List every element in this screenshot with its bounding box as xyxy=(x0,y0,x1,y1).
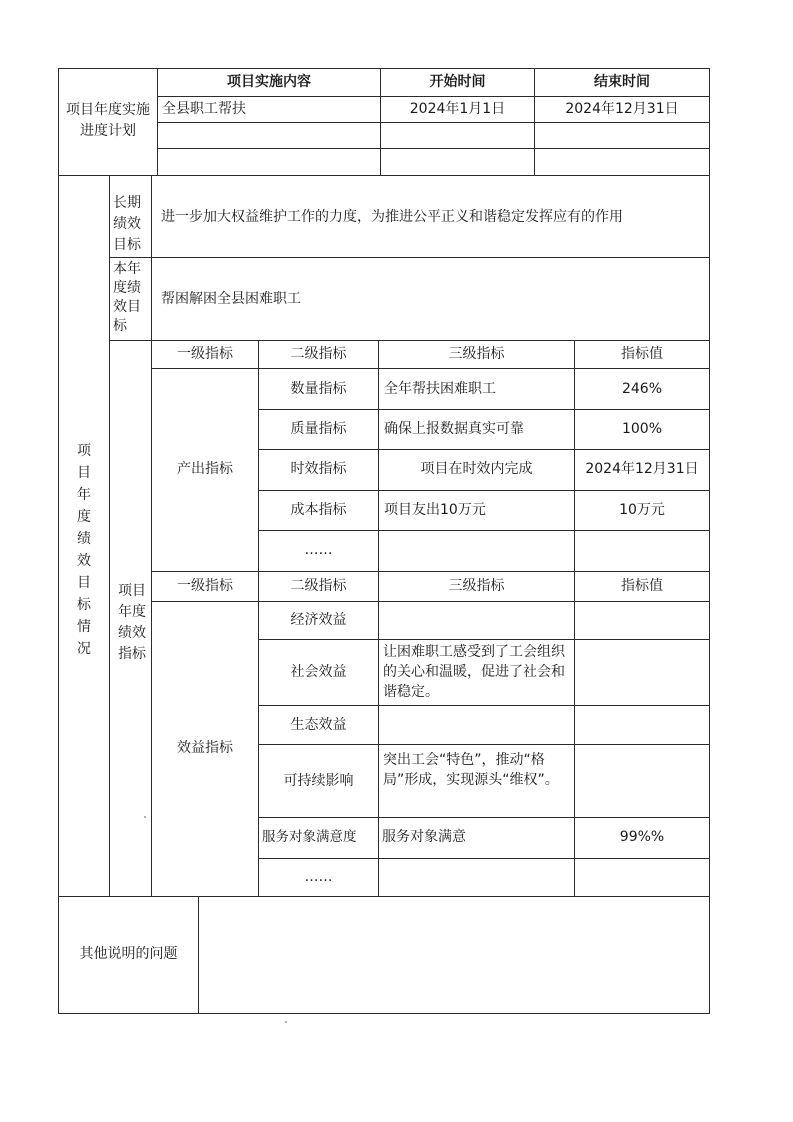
header-end-time: 结束时间 xyxy=(594,74,650,90)
output-level3: 项目在时效内完成 xyxy=(420,461,533,477)
grid-line xyxy=(157,96,709,97)
header-level1: 一级指标 xyxy=(177,578,233,594)
header-level3: 三级指标 xyxy=(448,578,505,594)
benefit-level3: 让困难职工感受到了工会组织的关心和温暖，促进了社会和谐稳定。 xyxy=(383,644,565,700)
output-level3: 全年帮扶困难职工 xyxy=(384,381,496,397)
grid-line xyxy=(258,744,709,745)
indicator-section-label: 项目年度绩效指标 xyxy=(118,583,146,662)
grid-line xyxy=(109,257,709,258)
grid-line xyxy=(58,896,709,897)
grid-line xyxy=(258,817,709,818)
header-value: 指标值 xyxy=(621,578,663,594)
grid-line xyxy=(151,571,709,572)
scan-speck xyxy=(285,1021,287,1023)
output-level2: 时效指标 xyxy=(290,461,347,477)
grid-line xyxy=(378,340,379,896)
header-level2: 二级指标 xyxy=(290,578,347,594)
annual-goal-text: 帮困解困全县困难职工 xyxy=(161,291,301,307)
grid-line xyxy=(109,340,709,341)
table-border-bottom xyxy=(58,1013,709,1014)
schedule-row-content: 全县职工帮扶 xyxy=(162,101,246,117)
benefit-level3: 突出工会“特色”，推动“格局”形成，实现源头“维权”。 xyxy=(383,752,559,788)
output-level3: 项目友出10万元 xyxy=(384,502,486,518)
benefit-level2: 经济效益 xyxy=(290,612,347,628)
output-value: 10万元 xyxy=(619,502,665,518)
grid-line xyxy=(109,175,110,896)
grid-line xyxy=(58,175,709,176)
output-value: 246% xyxy=(621,381,663,397)
table-border-left xyxy=(58,68,59,1014)
grid-line xyxy=(258,449,709,450)
benefit-level2: 可持续影响 xyxy=(283,773,354,789)
benefit-level2: 服务对象满意度 xyxy=(262,829,357,845)
benefit-level2: 社会效益 xyxy=(290,664,347,680)
grid-line xyxy=(258,858,709,859)
output-level1: 产出指标 xyxy=(177,461,233,477)
benefit-level1: 效益指标 xyxy=(177,740,233,756)
header-level1: 一级指标 xyxy=(177,346,233,362)
benefit-level3: 服务对象满意 xyxy=(382,829,466,845)
grid-line xyxy=(151,368,709,369)
schedule-section-label: 项目年度实施进度计划 xyxy=(66,102,150,139)
output-level2: 数量指标 xyxy=(290,381,347,397)
grid-line xyxy=(151,175,152,896)
grid-line xyxy=(151,601,709,602)
header-value: 指标值 xyxy=(621,346,663,362)
grid-line xyxy=(157,148,709,149)
benefit-level2: 生态效益 xyxy=(290,717,347,733)
long-term-goal-label: 长期绩效目标 xyxy=(113,195,141,253)
grid-line xyxy=(198,896,199,1013)
grid-line xyxy=(258,409,709,410)
benefit-level2-ellipsis: …… xyxy=(304,869,333,885)
header-level2: 二级指标 xyxy=(290,346,347,362)
grid-line xyxy=(258,705,709,706)
output-level3: 确保上报数据真实可靠 xyxy=(384,421,524,437)
output-level2: 质量指标 xyxy=(290,421,347,437)
grid-line xyxy=(258,639,709,640)
schedule-row-end: 2024年12月31日 xyxy=(565,101,679,117)
table-border-right xyxy=(709,68,710,1014)
output-level2-ellipsis: …… xyxy=(304,542,333,558)
header-implementation-content: 项目实施内容 xyxy=(227,74,311,90)
benefit-value: 99%% xyxy=(619,829,665,845)
annual-goal-label: 本年度绩效目标 xyxy=(113,261,141,334)
table-border-top xyxy=(58,68,709,69)
scan-speck xyxy=(144,816,146,818)
schedule-row-start: 2024年1月1日 xyxy=(409,101,506,117)
grid-line xyxy=(258,530,709,531)
long-term-goal-text: 进一步加大权益维护工作的力度，为推进公平正义和谐稳定发挥应有的作用 xyxy=(161,209,623,225)
goals-section-label: 项目年度绩效目标情况 xyxy=(77,443,91,657)
grid-line xyxy=(258,490,709,491)
grid-line xyxy=(157,122,709,123)
header-start-time: 开始时间 xyxy=(429,74,486,90)
output-value: 100% xyxy=(621,421,663,437)
output-value: 2024年12月31日 xyxy=(585,461,699,477)
other-notes-label: 其他说明的问题 xyxy=(79,946,178,962)
header-level3: 三级指标 xyxy=(448,346,505,362)
output-level2: 成本指标 xyxy=(290,502,347,518)
